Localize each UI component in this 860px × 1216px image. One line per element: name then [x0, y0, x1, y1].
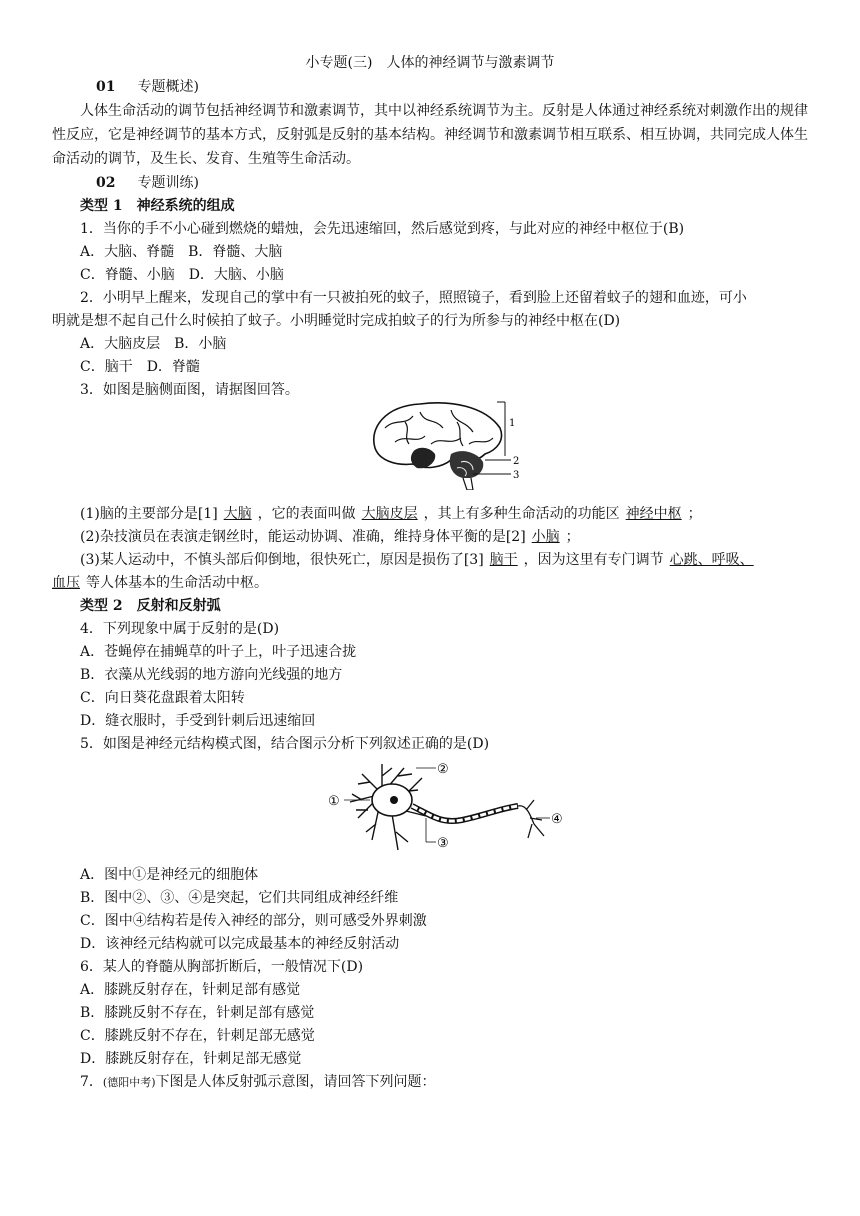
- neuron-structure-figure: [322, 754, 568, 860]
- q3-answer-3: (3)某人运动中，不慎头部后仰倒地，很快死亡，原因是损伤了[3] 脑干 ，因为这里有专门调节 心跳、呼吸、: [80, 549, 760, 571]
- q4-option-c: C．向日葵花盘跟着太阳转: [80, 690, 245, 706]
- brain-label-3: 3: [513, 470, 520, 481]
- answer-blank: 大脑皮层: [361, 506, 418, 522]
- q6-stem: 6．某人的脊髓从胸部折断后，一般情况下(D): [80, 959, 364, 975]
- q3-answer-3-cont: 血压 等人体基本的生命活动中枢。: [52, 575, 268, 591]
- overview-paragraph: 人体生命活动的调节包括神经调节和激素调节，其中以神经系统调节为主。反射是人体通过神经系统对刺激作出的规律性反应，它是神经调节的基本方式，反射弧是反射的基本结构。神经调节和激素调节相互联系、相互协调，共同完成人体生命活动的调节，及生长、发育、生殖等生命活动。: [52, 103, 808, 167]
- q2-options-row2: C．脑干 D．脊髓: [80, 359, 200, 375]
- q5-stem: 5．如图是神经元结构模式图，结合图示分析下列叙述正确的是(D): [80, 736, 490, 752]
- q1-stem: 1．当你的手不小心碰到燃烧的蜡烛，会先迅速缩回，然后感觉到疼，与此对应的神经中枢位于(B): [80, 221, 685, 237]
- q6-option-a: A．膝跳反射存在，针刺足部有感觉: [80, 982, 301, 998]
- brain-label-2: 2: [513, 456, 520, 467]
- q3-stem: 3．如图是脑侧面图，请据图回答。: [80, 382, 299, 398]
- section-label: 专题训练): [137, 175, 199, 191]
- answer-blank: 心跳、呼吸、: [669, 552, 754, 568]
- section-label: 专题概述): [137, 79, 199, 95]
- answer-blank: 血压: [52, 575, 80, 591]
- q6-option-b: B．膝跳反射不存在，针刺足部有感觉: [80, 1005, 315, 1021]
- section-training-heading: [96, 172, 199, 194]
- q1-options-row1: A．大脑、脊髓 B．脊髓、大脑: [80, 244, 283, 260]
- page-title: 小专题(三) 人体的神经调节与激素调节: [305, 55, 555, 71]
- q6-option-d: D．膝跳反射存在，针刺足部无感觉: [80, 1051, 302, 1067]
- type2-heading: 类型 2 反射和反射弧: [80, 598, 221, 614]
- neuron-label-3: ③: [437, 836, 449, 851]
- q4-option-b: B．衣藻从光线弱的地方游向光线强的地方: [80, 667, 343, 683]
- q1-options-row2: C．脊髓、小脑 D．大脑、小脑: [80, 267, 284, 283]
- neuron-label-2: ②: [437, 762, 449, 777]
- q5-option-a: A．图中①是神经元的细胞体: [80, 867, 259, 883]
- q4-stem: 4．下列现象中属于反射的是(D): [80, 621, 280, 637]
- answer-blank: 脑干: [489, 552, 518, 568]
- q5-option-d: D．该神经元结构就可以完成最基本的神经反射活动: [80, 936, 400, 952]
- q2-options-row1: A．大脑皮层 B．小脑: [80, 336, 227, 352]
- q3-answer-2: (2)杂技演员在表演走钢丝时，能运动协调、准确，维持身体平衡的是[2] 小脑 ；: [80, 529, 580, 545]
- answer-blank: 大脑: [223, 506, 252, 522]
- q2-stem-line2: 明就是想不起自己什么时候拍了蚊子。小明睡觉时完成拍蚊子的行为所参与的神经中枢在(D): [52, 313, 621, 329]
- q4-option-a: A．苍蝇停在捕蝇草的叶子上，叶子迅速合拢: [80, 644, 357, 660]
- answer-blank: 神经中枢: [625, 506, 682, 522]
- q4-option-d: D．缝衣服时，手受到针刺后迅速缩回: [80, 713, 316, 729]
- q3-answer-1: (1)脑的主要部分是[1] 大脑 ，它的表面叫做 大脑皮层 ，其上有多种生命活动的功能区 神经中枢 ；: [80, 506, 702, 522]
- answer-blank: 小脑: [531, 529, 560, 545]
- neuron-label-1: ①: [328, 794, 340, 809]
- q6-option-c: C．膝跳反射不存在，针刺足部无感觉: [80, 1028, 315, 1044]
- q7-stem: 7．(德阳中考)下图是人体反射弧示意图，请回答下列问题：: [80, 1074, 436, 1090]
- section-number: 01: [96, 79, 116, 95]
- brain-label-1: 1: [509, 418, 516, 429]
- section-number: 02: [96, 175, 116, 191]
- type1-heading: 类型 1 神经系统的组成: [80, 198, 235, 214]
- neuron-label-4: ④: [551, 812, 563, 827]
- section-overview-heading: [96, 76, 199, 98]
- q5-option-b: B．图中②、③、④是突起，它们共同组成神经纤维: [80, 890, 399, 906]
- q5-option-c: C．图中④结构若是传入神经的部分，则可感受外界刺激: [80, 913, 427, 929]
- brain-side-view-figure: [365, 398, 525, 490]
- q2-stem-line1: 2．小明早上醒来，发现自己的掌中有一只被拍死的蚊子，照照镜子，看到脸上还留着蚊子的翅和血迹，可小: [80, 290, 747, 306]
- q7-source: (德阳中考): [102, 1076, 156, 1089]
